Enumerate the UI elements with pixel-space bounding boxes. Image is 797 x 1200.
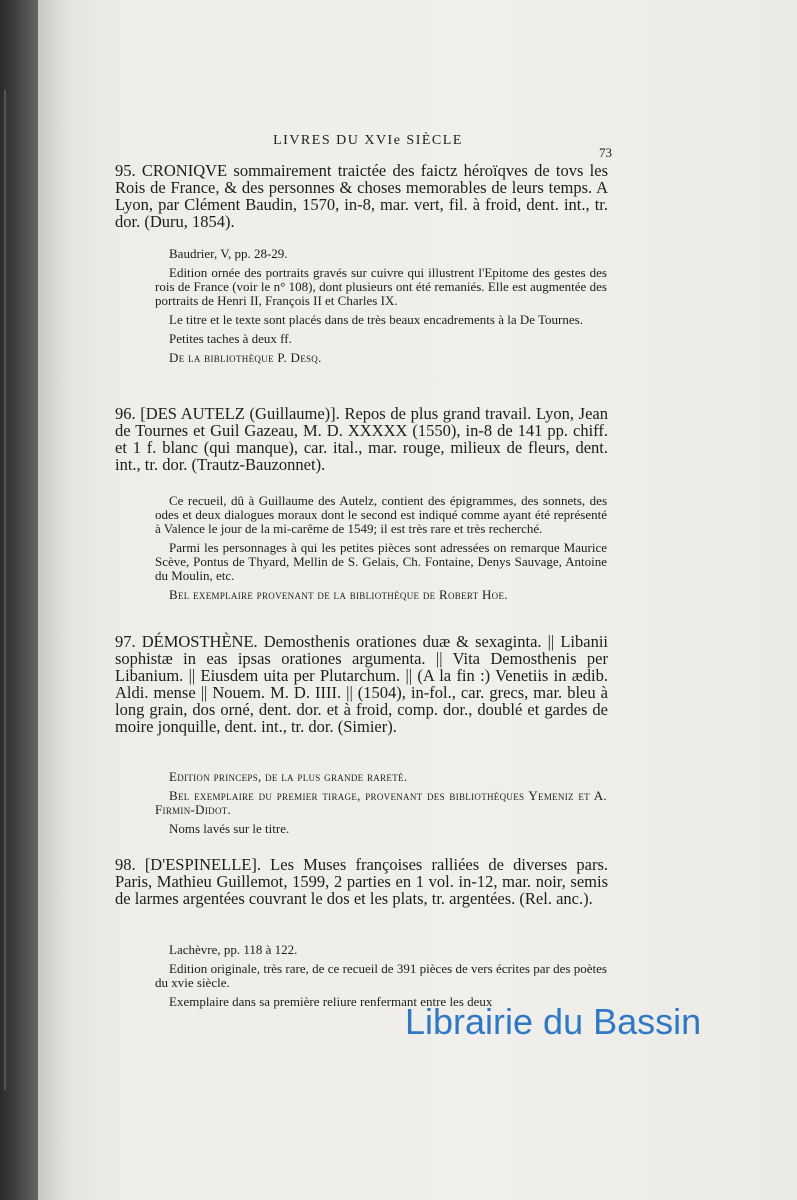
entry-text: 96. [DES AUTELZ (Guillaume)]. Repos de plus grand travail. Lyon, Jean de Tournes et Guil Gazeau, M. D. XXXXX (1550), in-8 de 141 pp. chiff. et 1 f. blanc (qui manque), car. ital., mar. rouge, milieux de fleurs, dent. int., tr. dor. (Trautz-Bauzonnet). (115, 404, 608, 474)
page-number: 73 (599, 145, 612, 160)
catalog-entry-95 (115, 162, 608, 230)
note: Noms lavés sur le titre. (169, 821, 290, 836)
note: Bel exemplaire provenant de la bibliothèque de Robert Hoe. (169, 587, 508, 602)
watermark: Librairie du Bassin (405, 1001, 702, 1042)
spine-ornament (4, 90, 42, 1090)
catalog-entry-97 (115, 633, 608, 735)
entry-notes-96 (155, 494, 607, 607)
note: Petites taches à deux ff. (169, 331, 292, 346)
note: Ce recueil, dû à Guillaume des Autelz, contient des épigrammes, des sonnets, des odes et deux dialogues moraux dont le second est indiqué comme ayant été représenté à Valence le jour de la mi-carême de 1549; il est très rare et très recherché. (155, 493, 607, 536)
note: Lachèvre, pp. 118 à 122. (169, 942, 298, 957)
note: Le titre et le texte sont placés dans de très beaux encadrements à la De Tournes. (169, 312, 583, 327)
entry-text: 98. [D'ESPINELLE]. Les Muses françoises ralliées de diverses pars. Paris, Mathieu Guillemot, 1599, 2 parties en 1 vol. in-12, mar. noir, semis de larmes argentées couvrant le dos et les plats, tr. argentées. (Rel. anc.). (115, 855, 608, 908)
entry-notes-97 (155, 770, 607, 841)
running-head: LIVRES DU XVIe SIÈCLE (273, 133, 463, 148)
entry-text: 95. CRONIQVE sommairement traictée des faictz héroïqves de tovs les Rois de France, & des personnes & choses memorables de leurs temps. A Lyon, par Clément Baudin, 1570, in-8, mar. vert, fil. à froid, dent. int., tr. dor. (Duru, 1854). (115, 161, 608, 231)
note: Exemplaire dans sa première reliure renfermant entre les deux (169, 994, 493, 1009)
note: De la bibliothèque P. Desq. (169, 350, 322, 365)
note: Baudrier, V, pp. 28-29. (169, 246, 288, 261)
entry-notes-95 (155, 247, 607, 370)
catalog-entry-98 (115, 856, 608, 907)
note: Bel exemplaire du premier tirage, provenant des bibliothèques Yemeniz et A. Firmin-Didot. (155, 788, 607, 817)
note: Edition originale, très rare, de ce recueil de 391 pièces de vers écrites par des poètes du xvie siècle. (155, 961, 607, 990)
note: Edition ornée des portraits gravés sur cuivre qui illustrent l'Epitome des gestes des rois de France (voir le n° 108), dont plusieurs ont été remaniés. Elle est augmentée des portraits de Henri II, François II et Charles IX. (155, 265, 607, 308)
catalog-entry-96 (115, 405, 608, 473)
note: Edition princeps, de la plus grande rareté. (169, 769, 408, 784)
entry-text: 97. DÉMOSTHÈNE. Demosthenis orationes duæ & sexaginta. || Libanii sophistæ in eas ipsas orationes argumenta. || Vita Demosthenis per Libanium. || Eiusdem uita per Plutarchum. || (A la fin :) Venetiis in ædib. Aldi. mense || Nouem. M. D. IIII. || (1504), in-fol., car. grecs, mar. bleu à long grain, dos orné, dent. dor. et à froid, comp. dor., doublé et gardes de moire jonquille, dent. int., tr. dor. (Simier). (115, 632, 608, 736)
note: Parmi les personnages à qui les petites pièces sont adressées on remarque Maurice Scève, Pontus de Thyard, Mellin de S. Gelais, Ch. Fontaine, Denys Sauvage, Antoine du Moulin, etc. (155, 540, 607, 583)
